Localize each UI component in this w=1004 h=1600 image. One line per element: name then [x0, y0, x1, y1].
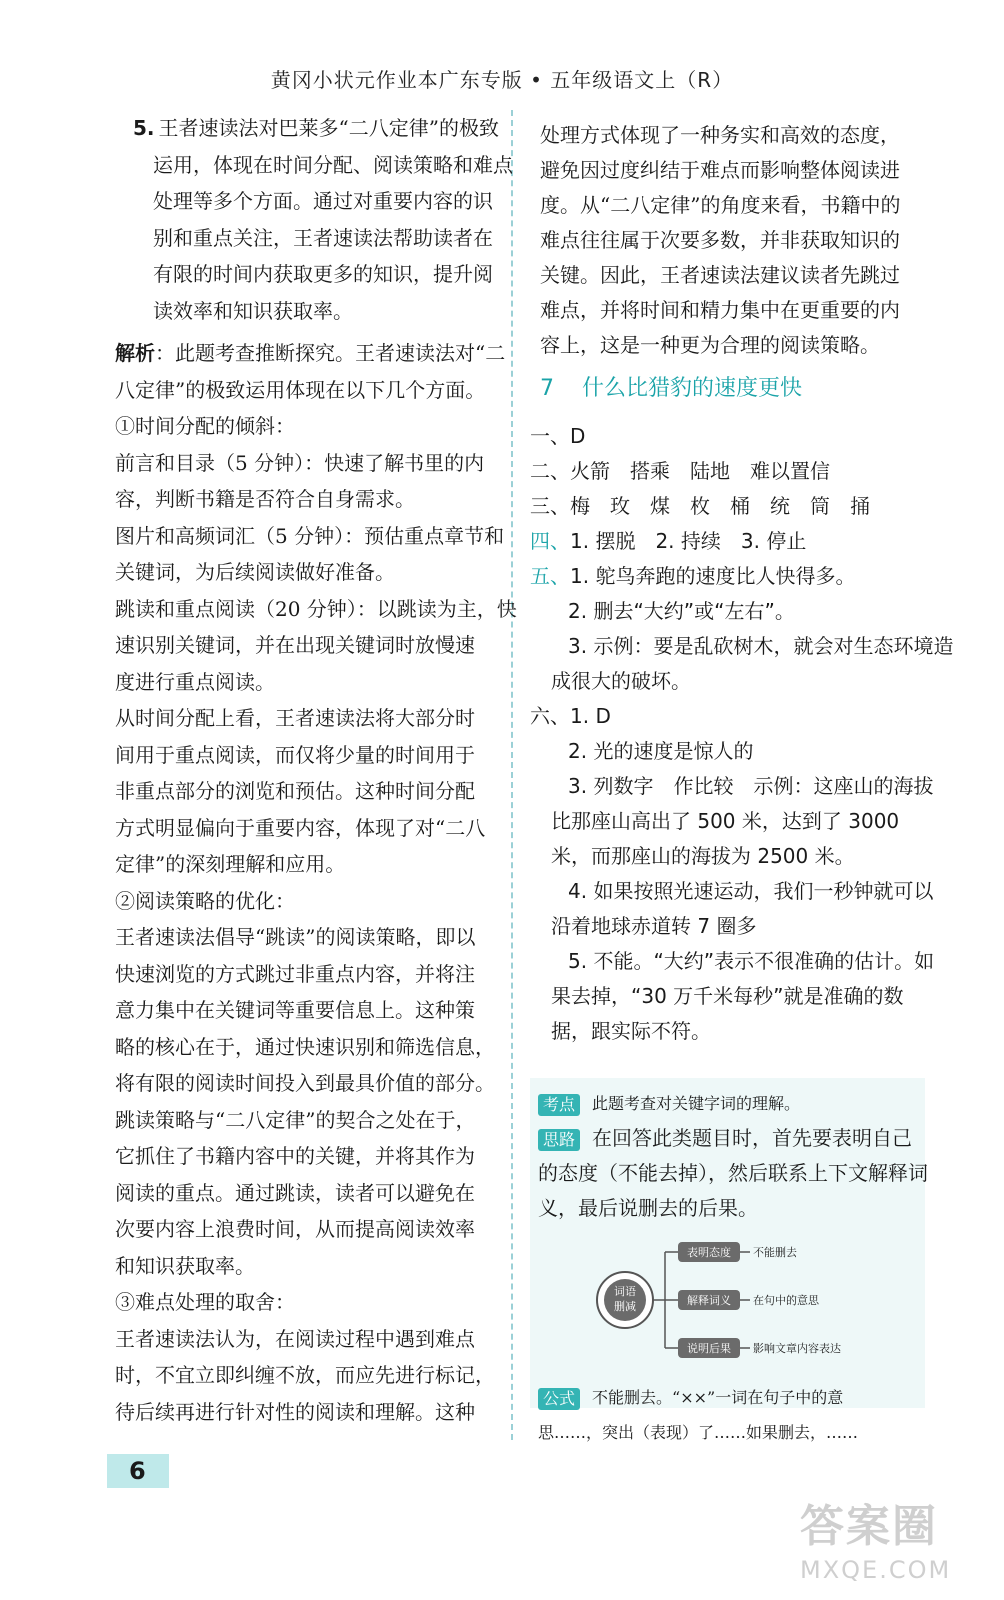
- answer-list: [530, 419, 954, 1049]
- analysis-continued-line: 度。从“二八定律”的角度来看，书籍中的: [540, 193, 901, 217]
- analysis-line: 速识别关键词，并在出现关键词时放慢速: [115, 633, 475, 657]
- answer-line: [530, 1014, 925, 1049]
- analysis-line: 容，判断书籍是否符合自身需求。: [115, 487, 415, 511]
- formula-line-1: [530, 1380, 925, 1415]
- formula-text-1: 不能删去。“××”一词在句子中的意: [592, 1388, 844, 1407]
- diagram-node-desc: 影响文章内容表达: [753, 1342, 841, 1355]
- answer-section-label: 五、: [530, 564, 570, 588]
- analysis-line: 度进行重点阅读。: [115, 669, 275, 694]
- q5-text: 有限的时间内获取更多的知识，提升阅: [153, 262, 493, 286]
- formula-block: [530, 1380, 925, 1442]
- answer-line: [530, 629, 954, 664]
- q5-text: 王者速读法对巴莱多“二八定律”的极致: [158, 116, 499, 140]
- analysis-line: 跳读策略与“二八定律”的契合之处在于，: [115, 1107, 476, 1132]
- diagram-connectors: [653, 1252, 678, 1348]
- answer-line: [530, 559, 925, 594]
- q5-text: 读效率和知识获取率。: [153, 298, 353, 323]
- answer-text: D: [570, 424, 586, 448]
- answer-text: 火箭 搭乘 陆地 难以置信: [570, 459, 830, 483]
- silu-line: [538, 1191, 925, 1226]
- left-column: [115, 110, 517, 1430]
- diagram-node-desc: 在句中的意思: [753, 1294, 819, 1307]
- analysis-line: 待后续再进行针对性的阅读和理解。这种: [115, 1399, 475, 1424]
- silu-text: 义，最后说删去的后果。: [538, 1196, 758, 1220]
- analysis-line: 方式明显偏向于重要内容，体现了对“二八: [115, 815, 486, 840]
- analysis-line: 王者速读法倡导“跳读”的阅读策略，即以: [115, 925, 476, 949]
- silu-tag: 思路: [538, 1129, 580, 1151]
- answer-line: [530, 804, 925, 839]
- q5-text: 别和重点关注，王者速读法帮助读者在: [153, 225, 493, 250]
- answer-text: 米，而那座山的海拔为 2500 米。: [551, 844, 855, 868]
- analysis-line: 定律”的深刻理解和应用。: [115, 852, 346, 876]
- q5-text: 运用，体现在时间分配、阅读策略和难点: [153, 152, 513, 177]
- diagram-node-label: 说明后果: [687, 1342, 731, 1355]
- diagram-node-desc: 不能删去: [753, 1246, 797, 1259]
- analysis-continued-line: 难点往往属于次要多数，并非获取知识的: [540, 228, 900, 252]
- silu-block: [530, 1121, 928, 1226]
- answer-text: 据，跟实际不符。: [551, 1019, 711, 1043]
- silu-text: 在回答此类题目时，首先要表明自己: [592, 1126, 913, 1150]
- kaodian-line: [530, 1086, 925, 1121]
- q5-text: 处理等多个方面。通过对重要内容的识: [153, 189, 493, 213]
- analysis-line: ①时间分配的倾斜：: [115, 414, 295, 438]
- analysis-continued-line: 关键。因此，王者速读法建议读者先跳过: [540, 263, 900, 287]
- answer-text: 比那座山高出了 500 米，达到了 3000: [551, 809, 900, 833]
- q5-line: [115, 220, 495, 257]
- answer-text: 3. 示例：要是乱砍树木，就会对生态环境造: [568, 634, 954, 658]
- kaodian-text: 此题考查对关键字词的理解。: [592, 1094, 801, 1113]
- watermark-url: MXQE.COM: [800, 1556, 952, 1584]
- diagram-nodes: [678, 1242, 841, 1358]
- analysis-line: 图片和高频词汇（5 分钟）：预估重点章节和: [115, 523, 505, 548]
- answer-line: [530, 874, 934, 909]
- lesson-number: 7: [540, 376, 554, 401]
- analysis-line: 关键词，为后续阅读做好准备。: [115, 560, 395, 584]
- silu-text: 的态度（不能去掉），然后联系上下文解释词: [538, 1161, 928, 1185]
- analysis-line: 意力集中在关键词等重要信息上。这种策: [115, 998, 475, 1022]
- answer-section-label: 三、: [530, 494, 570, 518]
- silu-line: [538, 1156, 928, 1191]
- answer-line: [530, 699, 925, 734]
- answer-line: [530, 839, 925, 874]
- answer-line: [530, 909, 925, 944]
- analysis-first-text: ：此题考查推断探究。王者速读法对“二: [155, 341, 506, 365]
- lesson-title: 什么比猎豹的速度更快: [581, 376, 802, 401]
- analysis-line: 非重点部分的浏览和预估。这种时间分配: [115, 779, 475, 803]
- analysis-line: 略的核心在于，通过快速识别和筛选信息，: [115, 1034, 495, 1059]
- diagram-node-label: 解释词义: [687, 1294, 731, 1307]
- answer-line: [530, 454, 925, 489]
- diagram-center-text-1: 词语: [614, 1285, 636, 1298]
- analysis-continued-line: 避免因过度纠结于难点而影响整体阅读进: [540, 158, 900, 182]
- q5-number: 5.: [133, 116, 155, 140]
- answer-text: 3. 列数字 作比较 示例：这座山的海拔: [568, 774, 934, 798]
- analysis-line: 它抓住了书籍内容中的关键，并将其作为: [115, 1144, 475, 1168]
- watermark-logo: 答案圈: [800, 1501, 938, 1552]
- analysis-line: ③难点处理的取舍：: [115, 1290, 295, 1314]
- analysis-line: 快速浏览的方式跳过非重点内容，并将注: [115, 961, 475, 986]
- answer-text: 沿着地球赤道转 7 圈多: [551, 914, 757, 938]
- analysis-continued-line: 难点，并将时间和精力集中在更重要的内: [540, 298, 900, 322]
- answer-section-label: 四、: [530, 529, 570, 553]
- answer-line: [530, 594, 925, 629]
- analysis-continued-line: 处理方式体现了一种务实和高效的态度，: [540, 123, 900, 147]
- analysis-line: 间用于重点阅读，而仅将少量的时间用于: [115, 742, 475, 767]
- gongshi-tag: 公式: [538, 1388, 580, 1410]
- analysis-line: 将有限的阅读时间投入到最具价值的部分。: [115, 1071, 495, 1095]
- analysis-line: 和知识获取率。: [115, 1253, 255, 1278]
- answer-text: 1. 摆脱 2. 持续 3. 停止: [570, 529, 807, 553]
- analysis-line: 王者速读法认为，在阅读过程中遇到难点: [115, 1326, 475, 1351]
- formula-line-2: 思……，突出（表现）了……如果删去，……: [538, 1423, 859, 1442]
- answer-text: 1. D: [570, 704, 611, 728]
- answer-line: [530, 944, 935, 979]
- column-divider: [511, 110, 513, 1440]
- q5-line: [115, 256, 495, 293]
- analysis-continued: [540, 118, 925, 363]
- answer-line: [530, 664, 925, 699]
- lesson-heading: [540, 369, 925, 409]
- q5-line: [115, 110, 499, 147]
- analysis-label: 解析: [115, 341, 155, 365]
- analysis-line: 阅读的重点。通过跳读，读者可以避免在: [115, 1180, 475, 1205]
- answer-text: 4. 如果按照光速运动，我们一秒钟就可以: [568, 879, 934, 903]
- q5-line: [115, 183, 495, 220]
- question-5-answer: [115, 110, 513, 329]
- watermark: [800, 1490, 990, 1590]
- analysis-line: 从时间分配上看，王者速读法将大部分时: [115, 706, 475, 730]
- answer-text: 2. 删去“大约”或“左右”。: [568, 599, 795, 623]
- page-header: 黄冈小状元作业本广东专版 • 五年级语文上（R）: [270, 68, 734, 92]
- analysis-line: 八定律”的极致运用体现在以下几个方面。: [115, 377, 486, 402]
- analysis-line: 次要内容上浪费时间，从而提高阅读效率: [115, 1217, 475, 1241]
- answer-line: [530, 419, 925, 454]
- q5-line: [115, 147, 513, 184]
- analysis-continued-line: 容上，这是一种更为合理的阅读策略。: [540, 333, 880, 357]
- q5-line: [115, 293, 495, 330]
- analysis-body: [115, 372, 517, 1431]
- answer-text: 1. 鸵鸟奔跑的速度比人快得多。: [570, 564, 856, 588]
- answer-section-label: 六、: [530, 704, 570, 728]
- answer-line: [530, 769, 934, 804]
- answer-line: [530, 524, 925, 559]
- answer-text: 梅 玫 煤 枚 桶 统 筒 捅: [570, 494, 870, 518]
- silu-line: [538, 1121, 925, 1156]
- kaodian-tag: 考点: [538, 1094, 580, 1116]
- method-diagram: [590, 1232, 920, 1382]
- diagram-node-label: 表明态度: [687, 1246, 731, 1259]
- answer-text: 2. 光的速度是惊人的: [568, 739, 754, 763]
- analysis-first-line: [115, 335, 506, 372]
- answer-line: [530, 979, 925, 1014]
- answer-section-label: 二、: [530, 459, 570, 483]
- analysis-line: 前言和目录（5 分钟）：快速了解书里的内: [115, 450, 485, 475]
- analysis-line: ②阅读策略的优化：: [115, 888, 295, 913]
- analysis-line: 时，不宜立即纠缠不放，而应先进行标记，: [115, 1363, 495, 1387]
- answer-line: [530, 489, 925, 524]
- answer-line: [530, 734, 925, 769]
- diagram-center-text-2: 删减: [614, 1300, 636, 1313]
- page-number: 6: [107, 1454, 169, 1488]
- analysis-line: 跳读和重点阅读（20 分钟）：以跳读为主，快: [115, 596, 517, 621]
- answer-text: 5. 不能。“大约”表示不很准确的估计。如: [568, 949, 935, 973]
- right-column: [530, 118, 954, 1049]
- answer-text: 成很大的破坏。: [551, 669, 691, 693]
- answer-text: 果去掉，“30 万千米每秒”就是准确的数: [551, 984, 904, 1008]
- answer-section-label: 一、: [530, 424, 570, 448]
